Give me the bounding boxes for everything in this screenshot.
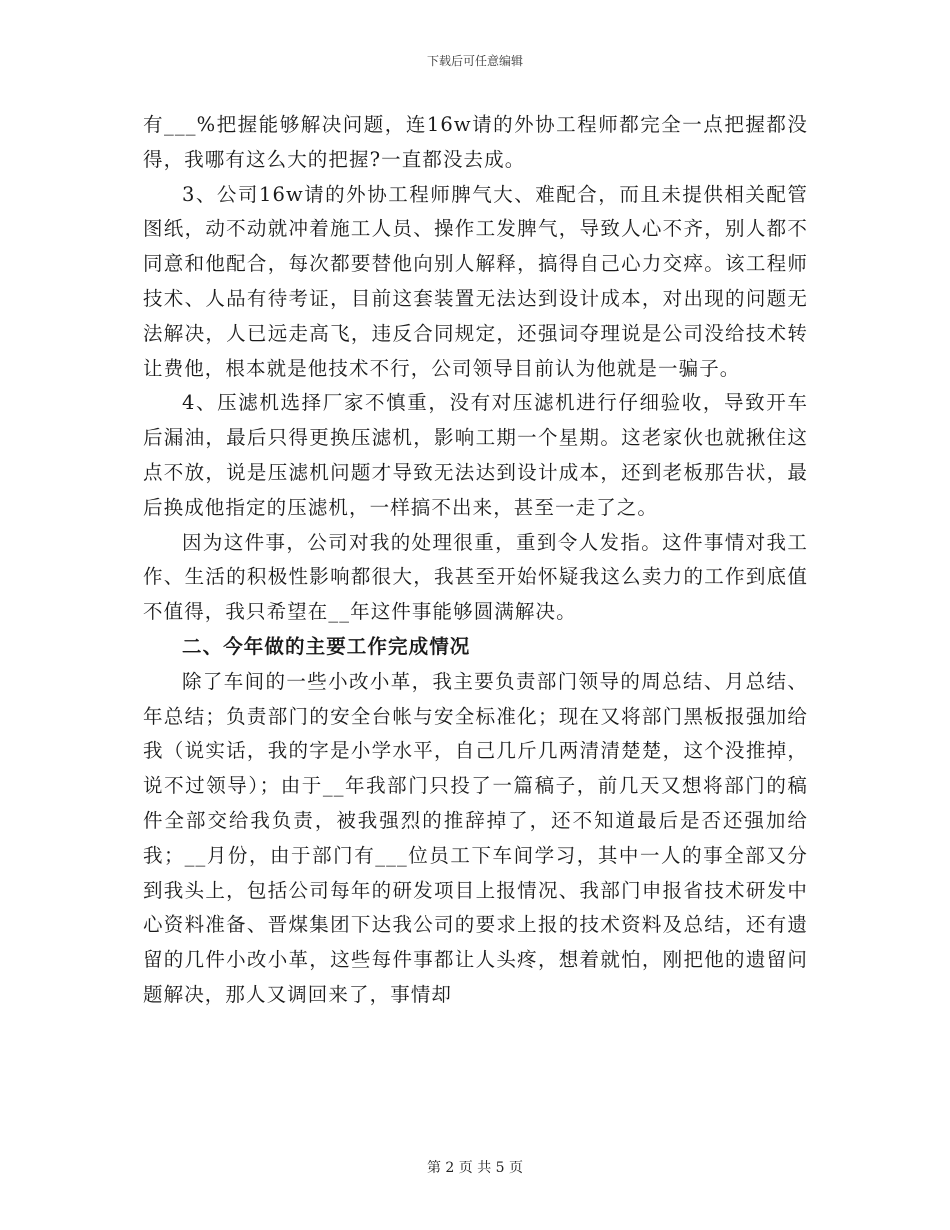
paragraph-summary: 因为这件事，公司对我的处理很重，重到令人发指。这件事情对我工作、生活的积极性影响都很大，我甚至开始怀疑我这么卖力的工作到底值不值得，我只希望在__年这件事能够圆满解决。: [143, 530, 808, 624]
paragraph-continuation: 有___%把握能够解决问题，连16w请的外协工程师都完全一点把握都没得，我哪有这么大的把握?一直都没去成。: [143, 113, 808, 171]
document-body: [143, 108, 808, 1013]
page-number-footer: 第 2 页 共 5 页: [426, 1160, 524, 1176]
paragraph-item-3: 3、公司16w请的外协工程师脾气大、难配合，而且未提供相关配管图纸，动不动就冲着施工人员、操作工发脾气，导致人心不齐，别人都不同意和他配合，每次都要替他向别人解释，搞得自己心力交瘁。该工程师技术、人品有待考证，目前这套装置无法达到设计成本，对出现的问题无法解决，人已远走高飞，违反合同规定，还强词夺理说是公司没给技术转让费他，根本就是他技术不行，公司领导目前认为他就是一骗子。: [143, 182, 808, 380]
paragraph-item-4: 4、压滤机选择厂家不慎重，没有对压滤机进行仔细验收，导致开车后漏油，最后只得更换压滤机，影响工期一个星期。这老家伙也就揪住这点不放，说是压滤机问题才导致无法达到设计成本，还到老板那告状，最后换成他指定的压滤机，一样搞不出来，甚至一走了之。: [143, 391, 808, 519]
section-heading: 二、今年做的主要工作完成情况: [182, 634, 471, 658]
page-header-note: 下载后可任意编辑: [426, 54, 523, 68]
paragraph-work-status: 除了车间的一些小改小革，我主要负责部门领导的周总结、月总结、年总结；负责部门的安全台帐与安全标准化；现在又将部门黑板报强加给我（说实话，我的字是小学水平，自己几斤几两清清楚楚，这个没推掉，说不过领导）；由于__年我部门只投了一篇稿子，前几天又想将部门的稿件全部交给我负责，被我强烈的推辞掉了，还不知道最后是否还强加给我；__月份，由于部门有___位员工下车间学习，其中一人的事全部又分到我头上，包括公司每年的研发项目上报情况、我部门申报省技术研发中心资料准备、晋煤集团下达我公司的要求上报的技术资料及总结，还有遗留的几件小改小革，这些每件事都让人头疼，想着就怕，刚把他的遗留问题解决，那人又调回来了，事情却: [143, 669, 808, 1006]
